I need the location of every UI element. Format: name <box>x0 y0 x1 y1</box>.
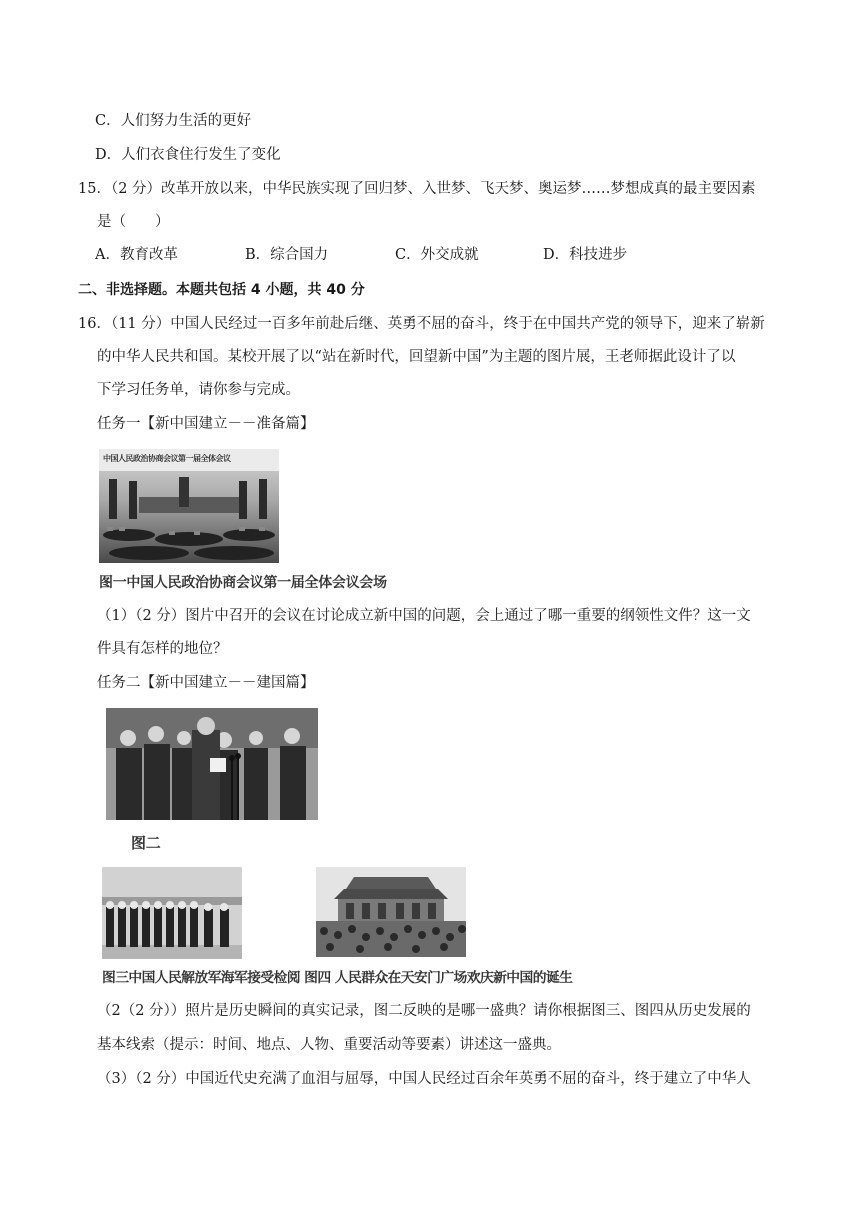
q16-intro-line1: 16．（11 分）中国人民经过一百多年前赴后继、英勇不屈的奋斗，终于在中国共产党的领导下，迎来了崭新 <box>78 316 765 332</box>
section2-title: 二、非选择题。本题共包括 4 小题，共 40 分 <box>78 282 365 298</box>
fig2-caption: 图二 <box>131 834 161 852</box>
q14-option-c: C．人们努力生活的更好 <box>95 113 252 129</box>
fig4-tiananmen-photo <box>316 867 466 957</box>
fig3-navy-review-photo <box>102 867 242 959</box>
q15-option-d: D．科技进步 <box>543 247 628 263</box>
q15-option-a: A．教育改革 <box>95 247 178 263</box>
q14-option-d: D．人们衣食住行发生了变化 <box>95 147 281 163</box>
fig1-banner-text: 中国人民政治协商会议第一届全体会议 <box>103 454 231 463</box>
q16-sub1-line1: （1）（2 分）图片中召开的会议在讨论成立新中国的问题，会上通过了哪一重要的纲领性文件？这一文 <box>97 608 751 624</box>
fig1-conference-hall-photo <box>99 449 279 563</box>
q16-sub3-line1: （3）（2 分）中国近代史充满了血泪与屈辱，中国人民经过百余年英勇不屈的奋斗，终于建立了中华人 <box>97 1071 751 1087</box>
q16-sub2-line1: （2（2 分））照片是历史瞬间的真实记录，图二反映的是哪一盛典？请你根据图三、图四从历史发展的 <box>97 1003 751 1019</box>
q16-sub1-line2: 件具有怎样的地位？ <box>97 641 228 657</box>
q15-stem-line2: 是（ ） <box>97 214 170 230</box>
fig1-caption: 图一中国人民政治协商会议第一届全体会议会场 <box>99 575 387 591</box>
q15-option-c: C．外交成就 <box>395 247 479 263</box>
q16-intro-line2: 的中华人民共和国。某校开展了以“站在新时代，回望新中国”为主题的图片展，王老师据此设计了以 <box>97 349 736 365</box>
task2-title: 任务二【新中国建立－－建国篇】 <box>97 675 315 691</box>
fig2-ceremony-photo <box>106 708 318 820</box>
q15-stem-line1: 15．（2 分）改革开放以来，中华民族实现了回归梦、入世梦、飞天梦、奥运梦……梦想成真的最主要因素 <box>78 181 756 197</box>
q16-sub2-line2: 基本线索（提示：时间、地点、人物、重要活动等要素）讲述这一盛典。 <box>97 1037 561 1053</box>
fig34-caption: 图三中国人民解放军海军接受检阅 图四 人民群众在天安门广场欢庆新中国的诞生 <box>102 970 573 986</box>
task1-title: 任务一【新中国建立－－准备篇】 <box>97 416 315 432</box>
q15-option-b: B．综合国力 <box>245 247 329 263</box>
q16-intro-line3: 下学习任务单，请你参与完成。 <box>97 382 300 398</box>
